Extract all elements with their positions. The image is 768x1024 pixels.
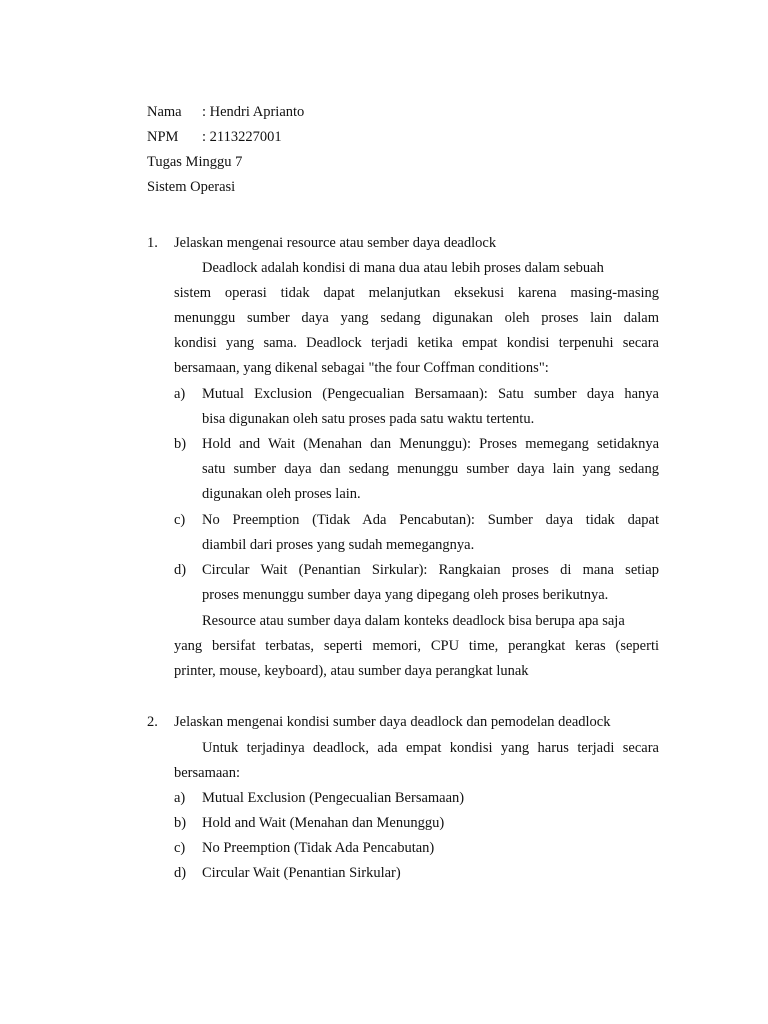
paragraph-line: yang bersifat terbatas, seperti memori, CPU time, perangkat keras (seperti (174, 638, 659, 654)
list-item-line: Hold and Wait (Menahan dan Menunggu): Proses memegang setidaknya (202, 436, 659, 452)
list-marker: d) (174, 562, 187, 578)
list-item-line: No Preemption (Tidak Ada Pencabutan): Sumber daya tidak dapat (202, 512, 659, 528)
paragraph-line: bersamaan, yang dikenal sebagai "the four Coffman conditions": (174, 360, 549, 376)
list-item-line: Mutual Exclusion (Pengecualian Bersamaan) (202, 790, 465, 806)
question-2-number: 2. (147, 714, 158, 730)
question-1-number: 1. (147, 235, 158, 251)
paragraph-line: kondisi yang sama. Deadlock terjadi ketika empat kondisi terpenuhi secara (174, 335, 659, 351)
list-marker: b) (174, 815, 187, 831)
npm-label: NPM (147, 129, 179, 145)
list-item-line: bisa digunakan oleh satu proses pada satu waktu tertentu. (202, 411, 535, 427)
list-item-line: Circular Wait (Penantian Sirkular): Rangkaian proses di mana setiap (202, 562, 659, 578)
paragraph-line: bersamaan: (174, 765, 241, 781)
list-marker: a) (174, 790, 186, 806)
list-marker: c) (174, 512, 186, 528)
paragraph-line: Deadlock adalah kondisi di mana dua atau lebih proses dalam sebuah (202, 260, 604, 276)
list-marker: c) (174, 840, 186, 856)
paragraph-line: menunggu sumber daya yang sedang digunakan oleh proses lain dalam (174, 310, 659, 326)
list-marker: b) (174, 436, 187, 452)
paragraph-line: Untuk terjadinya deadlock, ada empat kondisi yang harus terjadi secara (202, 740, 659, 756)
list-item-line: digunakan oleh proses lain. (202, 486, 361, 502)
list-item-line: diambil dari proses yang sudah memegangnya. (202, 537, 475, 553)
list-marker: d) (174, 865, 187, 881)
paragraph-line: Resource atau sumber daya dalam konteks deadlock bisa berupa apa saja (202, 613, 625, 629)
name-value: : Hendri Aprianto (202, 104, 305, 120)
list-item-line: proses menunggu sumber daya yang dipegang oleh proses berikutnya. (202, 587, 609, 603)
assignment-title: Tugas Minggu 7 (147, 154, 243, 170)
question-2-text: Jelaskan mengenai kondisi sumber daya deadlock dan pemodelan deadlock (174, 714, 611, 730)
question-1-text: Jelaskan mengenai resource atau sember daya deadlock (174, 235, 497, 251)
list-item-line: Hold and Wait (Menahan dan Menunggu) (202, 815, 445, 831)
list-item-line: No Preemption (Tidak Ada Pencabutan) (202, 840, 435, 856)
list-marker: a) (174, 386, 186, 402)
course-title: Sistem Operasi (147, 179, 236, 195)
npm-value: : 2113227001 (202, 129, 282, 145)
list-item-line: Mutual Exclusion (Pengecualian Bersamaan): Satu sumber daya hanya (202, 386, 659, 402)
paragraph-line: printer, mouse, keyboard), atau sumber daya perangkat lunak (174, 663, 529, 679)
name-label: Nama (147, 104, 182, 120)
paragraph-line: sistem operasi tidak dapat melanjutkan eksekusi karena masing-masing (174, 285, 659, 301)
list-item-line: satu sumber daya dan sedang menunggu sumber daya lain yang sedang (202, 461, 659, 477)
list-item-line: Circular Wait (Penantian Sirkular) (202, 865, 401, 881)
